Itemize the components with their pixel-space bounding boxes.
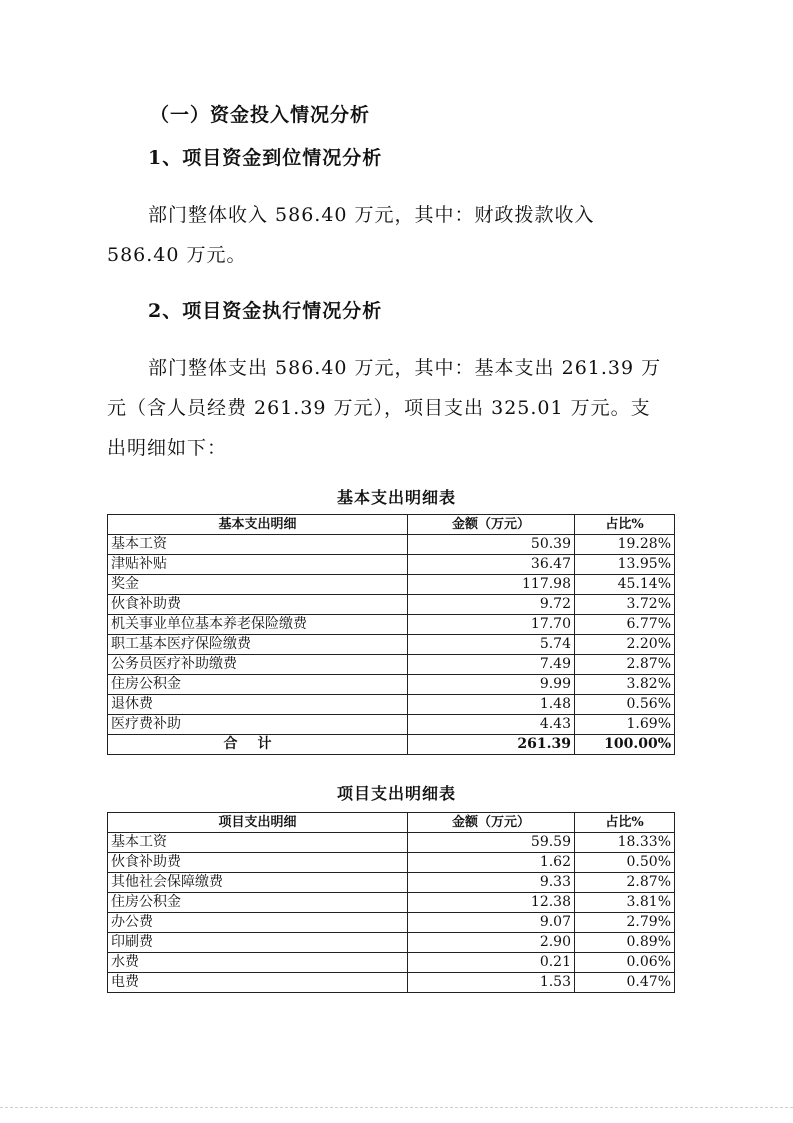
cell-item: 退休费: [108, 695, 408, 715]
cell-item: 电费: [108, 973, 408, 993]
cell-amount: 17.70: [408, 615, 575, 635]
cell-amount: 50.39: [408, 535, 575, 555]
column-header-ratio: 占比%: [575, 813, 675, 833]
cell-amount: 12.38: [408, 893, 575, 913]
table-row: [108, 715, 675, 735]
paragraph-income-line1: 部门整体收入 586.40 万元，其中：财政拨款收入: [148, 204, 595, 226]
cell-total-label: 合计: [108, 735, 408, 755]
cell-ratio: 0.56%: [575, 695, 675, 715]
cell-item: 伙食补助费: [108, 853, 408, 873]
table-row: [108, 893, 675, 913]
cell-ratio: 18.33%: [575, 833, 675, 853]
cell-amount: 1.62: [408, 853, 575, 873]
cell-amount: 9.07: [408, 913, 575, 933]
heading-funding-analysis: （一）资金投入情况分析: [150, 104, 371, 126]
cell-amount: 9.72: [408, 595, 575, 615]
cell-total-amount: 261.39: [408, 735, 575, 755]
table-row: [108, 595, 675, 615]
cell-item: 住房公积金: [108, 893, 408, 913]
cell-item: 办公费: [108, 913, 408, 933]
cell-item: 其他社会保障缴费: [108, 873, 408, 893]
table-row: [108, 615, 675, 635]
cell-ratio: 3.72%: [575, 595, 675, 615]
cell-amount: 9.99: [408, 675, 575, 695]
cell-amount: 5.74: [408, 635, 575, 655]
table-row: [108, 535, 675, 555]
table-total-row: [108, 735, 675, 755]
basic-table-title: 基本支出明细表: [336, 488, 456, 507]
cell-item: 奖金: [108, 575, 408, 595]
table-row: [108, 873, 675, 893]
cell-item: 印刷费: [108, 933, 408, 953]
cell-item: 基本工资: [108, 535, 408, 555]
paragraph-expense-line1: 部门整体支出 586.40 万元，其中：基本支出 261.39 万: [148, 357, 662, 379]
heading-funding-arrival: 1、项目资金到位情况分析: [148, 147, 383, 169]
cell-amount: 9.33: [408, 873, 575, 893]
table-row: [108, 635, 675, 655]
cell-total-ratio: 100.00%: [575, 735, 675, 755]
table-row: [108, 655, 675, 675]
table-header-row: [108, 515, 675, 535]
cell-amount: 1.53: [408, 973, 575, 993]
cell-amount: 2.90: [408, 933, 575, 953]
table-row: [108, 675, 675, 695]
cell-amount: 4.43: [408, 715, 575, 735]
paragraph-income-line2: 586.40 万元。: [107, 244, 247, 266]
table-row: [108, 555, 675, 575]
cell-ratio: 45.14%: [575, 575, 675, 595]
table-row: [108, 973, 675, 993]
cell-ratio: 6.77%: [575, 615, 675, 635]
cell-amount: 36.47: [408, 555, 575, 575]
cell-item: 津贴补贴: [108, 555, 408, 575]
cell-ratio: 19.28%: [575, 535, 675, 555]
paragraph-expense-line3: 出明细如下：: [107, 437, 228, 459]
table-row: [108, 953, 675, 973]
cell-ratio: 0.06%: [575, 953, 675, 973]
cell-ratio: 13.95%: [575, 555, 675, 575]
cell-ratio: 3.81%: [575, 893, 675, 913]
table-row: [108, 575, 675, 595]
table-row: [108, 833, 675, 853]
cell-ratio: 0.50%: [575, 853, 675, 873]
cell-ratio: 3.82%: [575, 675, 675, 695]
table-row: [108, 933, 675, 953]
cell-amount: 0.21: [408, 953, 575, 973]
table-row: [108, 853, 675, 873]
project-expense-table: [107, 812, 675, 993]
column-header-amount: 金额（万元）: [408, 813, 575, 833]
cell-amount: 117.98: [408, 575, 575, 595]
table-row: [108, 913, 675, 933]
cell-item: 机关事业单位基本养老保险缴费: [108, 615, 408, 635]
table-header-row: [108, 813, 675, 833]
cell-ratio: 2.87%: [575, 655, 675, 675]
cell-item: 医疗费补助: [108, 715, 408, 735]
basic-expense-table: [107, 514, 675, 755]
cell-item: 基本工资: [108, 833, 408, 853]
cell-amount: 7.49: [408, 655, 575, 675]
cell-amount: 59.59: [408, 833, 575, 853]
table-row: [108, 695, 675, 715]
cell-item: 职工基本医疗保险缴费: [108, 635, 408, 655]
column-header-amount: 金额（万元）: [408, 515, 575, 535]
cell-item: 伙食补助费: [108, 595, 408, 615]
project-table-title: 项目支出明细表: [336, 784, 456, 803]
column-header-item: 项目支出明细: [108, 813, 408, 833]
cell-item: 水费: [108, 953, 408, 973]
cell-ratio: 0.47%: [575, 973, 675, 993]
cell-ratio: 2.20%: [575, 635, 675, 655]
column-header-item: 基本支出明细: [108, 515, 408, 535]
cell-amount: 1.48: [408, 695, 575, 715]
cell-ratio: 0.89%: [575, 933, 675, 953]
heading-funding-execution: 2、项目资金执行情况分析: [148, 300, 383, 322]
cell-item: 公务员医疗补助缴费: [108, 655, 408, 675]
cell-item: 住房公积金: [108, 675, 408, 695]
page-bottom-divider: [0, 1107, 793, 1108]
column-header-ratio: 占比%: [575, 515, 675, 535]
cell-ratio: 1.69%: [575, 715, 675, 735]
cell-ratio: 2.79%: [575, 913, 675, 933]
cell-ratio: 2.87%: [575, 873, 675, 893]
paragraph-expense-line2: 元（含人员经费 261.39 万元），项目支出 325.01 万元。支: [107, 397, 651, 419]
